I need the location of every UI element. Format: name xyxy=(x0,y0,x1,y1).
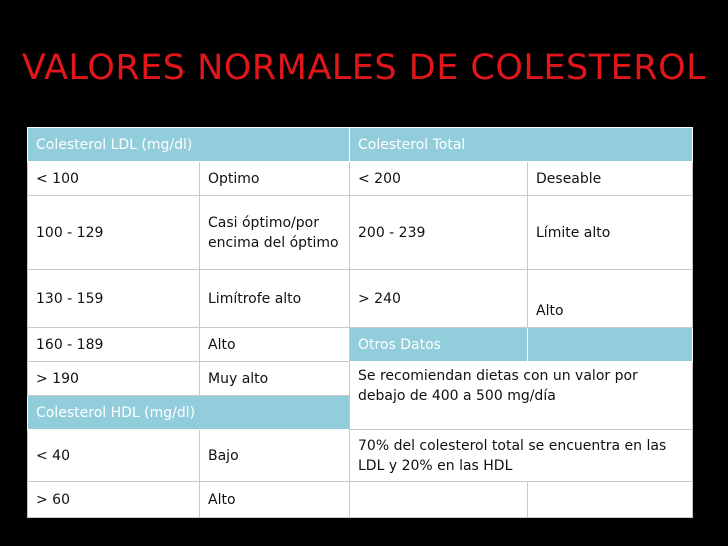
ldl-range: 160 - 189 xyxy=(28,328,200,362)
total-range: 200 - 239 xyxy=(350,196,528,270)
total-label: Alto xyxy=(528,270,693,328)
table-header-row xyxy=(28,128,693,162)
ldl-range: 130 - 159 xyxy=(28,270,200,328)
total-range: > 240 xyxy=(350,270,528,328)
hdl-range: < 40 xyxy=(28,430,200,482)
table-row xyxy=(28,362,693,396)
ldl-label: Optimo xyxy=(200,162,350,196)
header-otros-empty xyxy=(528,328,693,362)
table-row xyxy=(28,162,693,196)
empty-cell xyxy=(350,482,528,518)
ldl-label: Muy alto xyxy=(200,362,350,396)
ldl-label: Casi óptimo/por encima del óptimo xyxy=(200,196,350,270)
hdl-range: > 60 xyxy=(28,482,200,518)
header-otros: Otros Datos xyxy=(350,328,528,362)
cholesterol-table xyxy=(27,127,693,518)
table-row xyxy=(28,328,693,362)
table-row xyxy=(28,482,693,518)
table-row xyxy=(28,430,693,482)
ldl-label: Limítrofe alto xyxy=(200,270,350,328)
slide-title: VALORES NORMALES DE COLESTEROL xyxy=(21,48,707,88)
total-label: Límite alto xyxy=(528,196,693,270)
otros-dieta: Se recomiendan dietas con un valor por debajo de 400 a 500 mg/día xyxy=(350,362,693,430)
total-label: Deseable xyxy=(528,162,693,196)
total-range: < 200 xyxy=(350,162,528,196)
header-ldl: Colesterol LDL (mg/dl) xyxy=(28,128,350,162)
ldl-range: > 190 xyxy=(28,362,200,396)
hdl-label: Bajo xyxy=(200,430,350,482)
ldl-range: < 100 xyxy=(28,162,200,196)
ldl-range: 100 - 129 xyxy=(28,196,200,270)
otros-porcentaje: 70% del colesterol total se encuentra en las LDL y 20% en las HDL xyxy=(350,430,693,482)
header-hdl: Colesterol HDL (mg/dl) xyxy=(28,396,350,430)
empty-cell xyxy=(528,482,693,518)
header-total: Colesterol Total xyxy=(350,128,693,162)
ldl-label: Alto xyxy=(200,328,350,362)
table-row xyxy=(28,196,693,270)
table-row xyxy=(28,270,693,328)
hdl-label: Alto xyxy=(200,482,350,518)
